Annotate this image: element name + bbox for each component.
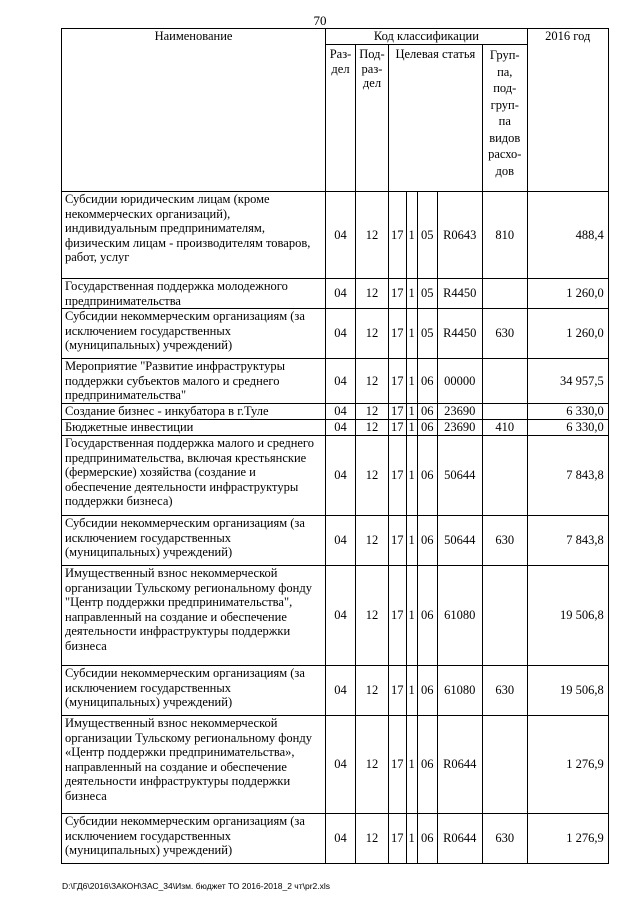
row-cs2: 1 xyxy=(406,566,417,666)
page-number: 70 xyxy=(313,13,327,28)
row-amount: 6 330,0 xyxy=(527,404,608,420)
row-cs2: 1 xyxy=(406,420,417,436)
row-name: Субсидии некоммерческим организациям (за исключением государственных (муниципальных) учреждений) xyxy=(62,516,326,566)
table-row xyxy=(62,436,609,516)
row-podrazdel: 12 xyxy=(356,359,389,404)
row-cs3: 05 xyxy=(417,279,437,309)
table-row xyxy=(62,516,609,566)
row-amount: 7 843,8 xyxy=(527,516,608,566)
row-podrazdel: 12 xyxy=(356,192,389,279)
row-name: Субсидии юридическим лицам (кроме некоммерческих организаций), индивидуальным предпринимателям, физическим лицам - производителям товаров, работ, услуг xyxy=(62,192,326,279)
row-cs2: 1 xyxy=(406,814,417,864)
row-cs1: 17 xyxy=(389,404,407,420)
header-target-article: Целевая статья xyxy=(389,45,483,192)
table-row xyxy=(62,716,609,814)
row-cs3: 06 xyxy=(417,666,437,716)
table-row xyxy=(62,279,609,309)
row-name: Мероприятие "Развитие инфраструктуры поддержки субъектов малого и среднего предпринимательства" xyxy=(62,359,326,404)
row-vr: 630 xyxy=(482,814,527,864)
row-podrazdel: 12 xyxy=(356,666,389,716)
row-razdel: 04 xyxy=(326,359,356,404)
row-cs1: 17 xyxy=(389,309,407,359)
row-cs2: 1 xyxy=(406,279,417,309)
row-amount: 1 260,0 xyxy=(527,279,608,309)
row-razdel: 04 xyxy=(326,516,356,566)
row-razdel: 04 xyxy=(326,309,356,359)
row-name: Субсидии некоммерческим организациям (за исключением государственных (муниципальных) учреждений) xyxy=(62,666,326,716)
row-amount: 19 506,8 xyxy=(527,666,608,716)
row-cs1: 17 xyxy=(389,666,407,716)
row-name: Государственная поддержка малого и среднего предпринимательства, включая крестьянские (фермерские) хозяйства (создание и обеспечение деятельности инфраструктуры поддержки бизнеса) xyxy=(62,436,326,516)
row-cs2: 1 xyxy=(406,309,417,359)
row-cs3: 05 xyxy=(417,192,437,279)
header-expense-group: Груп- па, под- груп- па видов расхо- дов xyxy=(482,45,527,192)
row-cs4: 61080 xyxy=(437,666,482,716)
row-podrazdel: 12 xyxy=(356,404,389,420)
row-vr: 410 xyxy=(482,420,527,436)
file-path-footer: D:\ГД6\2016\ЗАКОН\ЗАС_34\Изм. бюджет ТО 2016-2018_2 чт\pr2.xls xyxy=(62,881,331,891)
row-cs4: R0643 xyxy=(437,192,482,279)
row-razdel: 04 xyxy=(326,436,356,516)
row-podrazdel: 12 xyxy=(356,566,389,666)
row-podrazdel: 12 xyxy=(356,420,389,436)
row-cs2: 1 xyxy=(406,359,417,404)
row-amount: 19 506,8 xyxy=(527,566,608,666)
row-cs4: R0644 xyxy=(437,814,482,864)
row-razdel: 04 xyxy=(326,566,356,666)
row-razdel: 04 xyxy=(326,192,356,279)
row-cs2: 1 xyxy=(406,404,417,420)
row-cs4: 50644 xyxy=(437,516,482,566)
table-row xyxy=(62,309,609,359)
row-cs4: R4450 xyxy=(437,309,482,359)
row-podrazdel: 12 xyxy=(356,814,389,864)
row-name: Имущественный взнос некоммерческой организации Тульскому региональному фонду «Центр поддержки предпринимательства», направленный на создание и обеспечение деятельности инфраструктуры поддержки бизнеса xyxy=(62,716,326,814)
row-vr xyxy=(482,566,527,666)
row-name: Имущественный взнос некоммерческой организации Тульскому региональному фонду "Центр поддержки предпринимательства", направленный на создание и обеспечение деятельности инфраструктуры поддержки бизнеса xyxy=(62,566,326,666)
row-podrazdel: 12 xyxy=(356,716,389,814)
table-row xyxy=(62,359,609,404)
row-amount: 1 276,9 xyxy=(527,814,608,864)
row-razdel: 04 xyxy=(326,279,356,309)
row-amount: 34 957,5 xyxy=(527,359,608,404)
row-cs4: 61080 xyxy=(437,566,482,666)
header-section: Раз- дел xyxy=(326,45,356,192)
row-cs1: 17 xyxy=(389,279,407,309)
row-vr xyxy=(482,359,527,404)
row-cs3: 06 xyxy=(417,516,437,566)
row-cs3: 06 xyxy=(417,716,437,814)
row-vr: 630 xyxy=(482,516,527,566)
row-cs3: 06 xyxy=(417,359,437,404)
row-razdel: 04 xyxy=(326,814,356,864)
row-name: Создание бизнес - инкубатора в г.Туле xyxy=(62,404,326,420)
header-year: 2016 год xyxy=(527,29,608,192)
table-row xyxy=(62,566,609,666)
header-subsection: Под- раз- дел xyxy=(356,45,389,192)
row-cs3: 06 xyxy=(417,814,437,864)
row-cs1: 17 xyxy=(389,566,407,666)
row-cs1: 17 xyxy=(389,420,407,436)
row-amount: 6 330,0 xyxy=(527,420,608,436)
row-cs3: 06 xyxy=(417,420,437,436)
row-razdel: 04 xyxy=(326,404,356,420)
header-name: Наименование xyxy=(62,29,326,192)
row-cs1: 17 xyxy=(389,814,407,864)
row-name: Субсидии некоммерческим организациям (за исключением государственных (муниципальных) учреждений) xyxy=(62,309,326,359)
row-amount: 488,4 xyxy=(527,192,608,279)
row-razdel: 04 xyxy=(326,666,356,716)
row-cs2: 1 xyxy=(406,192,417,279)
row-cs2: 1 xyxy=(406,716,417,814)
table-row xyxy=(62,666,609,716)
row-cs4: 23690 xyxy=(437,404,482,420)
row-amount: 7 843,8 xyxy=(527,436,608,516)
table-row xyxy=(62,404,609,420)
row-cs1: 17 xyxy=(389,192,407,279)
row-cs1: 17 xyxy=(389,436,407,516)
row-cs1: 17 xyxy=(389,516,407,566)
table-row xyxy=(62,814,609,864)
row-cs4: R0644 xyxy=(437,716,482,814)
row-razdel: 04 xyxy=(326,420,356,436)
row-podrazdel: 12 xyxy=(356,516,389,566)
row-cs3: 05 xyxy=(417,309,437,359)
row-cs4: 00000 xyxy=(437,359,482,404)
row-cs1: 17 xyxy=(389,716,407,814)
row-cs4: 23690 xyxy=(437,420,482,436)
row-cs3: 06 xyxy=(417,436,437,516)
row-vr xyxy=(482,716,527,814)
row-vr: 630 xyxy=(482,666,527,716)
table-row xyxy=(62,420,609,436)
row-name: Государственная поддержка молодежного предпринимательства xyxy=(62,279,326,309)
row-cs2: 1 xyxy=(406,516,417,566)
header-classification: Код классификации xyxy=(326,29,528,45)
row-cs1: 17 xyxy=(389,359,407,404)
row-podrazdel: 12 xyxy=(356,279,389,309)
row-name: Субсидии некоммерческим организациям (за исключением государственных (муниципальных) учреждений) xyxy=(62,814,326,864)
budget-table xyxy=(61,28,609,864)
row-podrazdel: 12 xyxy=(356,436,389,516)
row-cs4: R4450 xyxy=(437,279,482,309)
row-razdel: 04 xyxy=(326,716,356,814)
row-cs4: 50644 xyxy=(437,436,482,516)
row-amount: 1 260,0 xyxy=(527,309,608,359)
table-row xyxy=(62,192,609,279)
row-name: Бюджетные инвестиции xyxy=(62,420,326,436)
row-cs2: 1 xyxy=(406,666,417,716)
row-vr: 630 xyxy=(482,309,527,359)
row-vr xyxy=(482,404,527,420)
row-vr: 810 xyxy=(482,192,527,279)
row-amount: 1 276,9 xyxy=(527,716,608,814)
row-cs2: 1 xyxy=(406,436,417,516)
row-vr xyxy=(482,436,527,516)
row-podrazdel: 12 xyxy=(356,309,389,359)
row-cs3: 06 xyxy=(417,404,437,420)
row-vr xyxy=(482,279,527,309)
row-cs3: 06 xyxy=(417,566,437,666)
